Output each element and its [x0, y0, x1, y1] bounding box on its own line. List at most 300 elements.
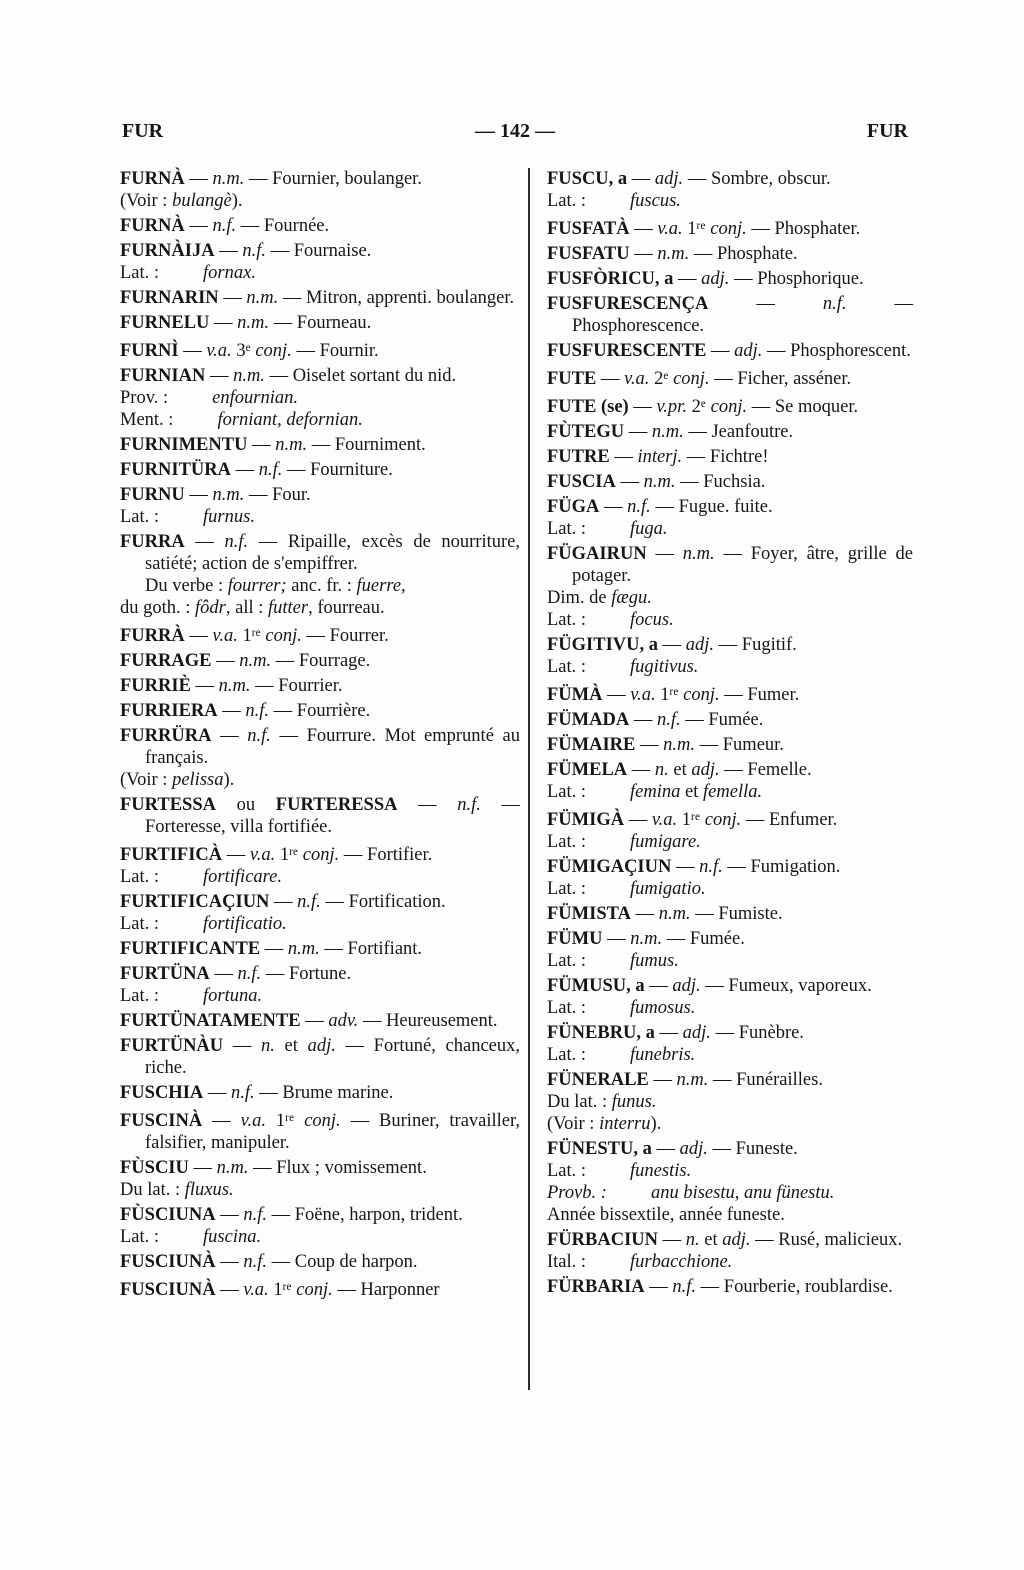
plain-text: et — [699, 1229, 723, 1250]
entry-note — [547, 1044, 913, 1066]
plain-text: — Sombre, obscur. — [683, 169, 831, 189]
italic-text: v.pr. — [656, 396, 687, 417]
plain-text: — — [184, 216, 213, 236]
plain-text: Lat. : — [120, 913, 160, 934]
italic-text: v.a. — [657, 218, 683, 239]
entry-headline — [120, 794, 520, 838]
headword: FURNITÜRA — [120, 459, 231, 480]
plain-text: — Funeste. — [707, 1138, 798, 1159]
dictionary-entry — [547, 1276, 913, 1298]
dictionary-entry — [547, 543, 913, 631]
plain-text: — — [205, 365, 234, 386]
dictionary-entry — [120, 312, 520, 334]
dictionary-entry — [547, 471, 913, 493]
italic-text: n.f. — [457, 794, 481, 815]
italic-text: n.m. — [676, 1069, 709, 1090]
entry-note — [120, 190, 520, 212]
plain-text: — — [615, 471, 644, 492]
plain-text: — — [215, 1279, 244, 1300]
italic-text: adj. — [734, 340, 763, 361]
entry-headline — [547, 471, 913, 493]
entry-headline — [547, 1022, 913, 1044]
entry-headline — [120, 675, 520, 697]
page-number: — 142 — — [475, 120, 555, 142]
italic-text: v.a. — [212, 625, 238, 646]
dictionary-entry — [547, 903, 913, 925]
plain-text: — Phosphorescence. — [572, 293, 914, 336]
italic-text: fuga. — [630, 518, 668, 539]
italic-text: n.m. — [218, 675, 251, 696]
entry-headline — [120, 1035, 520, 1079]
entry-note — [547, 587, 913, 609]
headword: FURRÀ — [120, 625, 185, 646]
italic-text: interru — [599, 1113, 651, 1134]
plain-text — [294, 1111, 304, 1131]
plain-text: (Voir : — [120, 191, 173, 211]
header-keyword-right: FUR — [866, 120, 908, 142]
dictionary-entry — [547, 1138, 913, 1226]
plain-text: Du verbe : — [145, 575, 228, 596]
plain-text: — — [209, 963, 238, 984]
entry-note — [547, 1091, 913, 1113]
plain-text: — Flux ; vomissement. — [248, 1157, 427, 1178]
italic-text: funestis. — [630, 1160, 692, 1181]
italic-text: conj. — [296, 1279, 333, 1300]
plain-text: — — [658, 634, 686, 655]
entry-headline — [547, 634, 913, 656]
dictionary-entry — [120, 1107, 520, 1154]
italic-text: n.m. — [651, 421, 684, 442]
dictionary-entry — [120, 1204, 520, 1248]
italic-text: anu bisestu, anu fünestu. — [650, 1182, 835, 1203]
plain-text: — Se moquer. — [747, 396, 859, 417]
italic-text: fuscus. — [630, 191, 681, 211]
headword: FÜMADA — [547, 709, 630, 730]
entry-headline — [547, 1138, 913, 1160]
italic-text: fumigare. — [630, 831, 701, 852]
entry-headline — [547, 243, 913, 265]
plain-text: — — [627, 169, 655, 189]
plain-text: ). — [231, 191, 243, 211]
dictionary-entry — [547, 446, 913, 468]
entry-headline — [547, 1276, 913, 1298]
plain-text: Lat. : — [547, 609, 587, 630]
headword: FÜMELA — [547, 759, 628, 780]
italic-text: v.a. — [240, 1110, 266, 1131]
superscript: re — [251, 626, 261, 639]
plain-text: — — [602, 928, 631, 949]
headword: FÙTEGU — [547, 421, 625, 442]
plain-text: — Foyer, âtre, grille de potager. — [572, 543, 913, 586]
italic-text: femina — [630, 781, 681, 802]
headword: FUSCINÀ — [120, 1110, 203, 1131]
plain-text: — Fumigation. — [722, 856, 841, 877]
dictionary-entry — [120, 531, 520, 619]
column-left — [120, 168, 520, 1390]
dictionary-entry — [120, 650, 520, 672]
plain-text: — Phosphorescent. — [762, 340, 911, 361]
plain-text: — — [178, 340, 207, 361]
plain-text: — — [184, 625, 213, 646]
superscript: re — [669, 685, 679, 698]
italic-text: n.m. — [233, 365, 265, 386]
entry-headline — [547, 340, 913, 362]
plain-text: — Fortuné, chanceux, riche. — [145, 1035, 520, 1078]
entry-headline — [547, 446, 913, 468]
plain-text: — — [260, 938, 288, 959]
italic-text: adj. — [307, 1035, 336, 1056]
italic-text: n.m. — [658, 903, 691, 924]
dictionary-entry — [120, 675, 520, 697]
dictionary-entry — [547, 856, 913, 900]
plain-text: — Phosphater. — [746, 218, 861, 239]
page-header — [122, 120, 908, 143]
entry-note — [120, 409, 520, 431]
italic-text: fumosus. — [630, 997, 696, 1018]
headword: FUTE (se) — [547, 396, 629, 417]
plain-text: 2 — [649, 368, 664, 389]
plain-text: — — [644, 975, 673, 996]
italic-text: conj. — [302, 844, 340, 865]
italic-text: n.f. — [699, 856, 723, 877]
italic-text: v.a. — [206, 340, 232, 361]
superscript: e — [245, 342, 251, 354]
superscript: re — [696, 220, 706, 232]
plain-text: ou — [216, 794, 276, 815]
dictionary-entry — [120, 1035, 520, 1079]
plain-text: — — [624, 421, 652, 442]
dictionary-entry — [547, 709, 913, 731]
dictionary-entry — [547, 1229, 913, 1273]
headword: FÜMÀ — [547, 684, 603, 705]
headword: FURTIFICAÇIUN — [120, 891, 270, 912]
italic-text: adj. — [672, 975, 701, 996]
plain-text: Lat. : — [547, 518, 587, 539]
plain-text: du goth. : — [120, 597, 196, 618]
italic-text: conj. — [704, 809, 742, 830]
italic-text: fuerre, — [356, 575, 406, 596]
headword: FURRA — [120, 531, 185, 552]
italic-text: n.f. — [297, 891, 321, 912]
italic-text: n.f. — [822, 293, 847, 314]
italic-text: n.f. — [245, 700, 270, 721]
plain-text: — Fourrer. — [301, 625, 389, 646]
plain-text: — Oiselet sortant du nid. — [264, 365, 457, 386]
headword: FÜRBARIA — [547, 1276, 645, 1297]
entry-note — [547, 1160, 913, 1182]
superscript: re — [289, 845, 299, 858]
plain-text: — — [629, 243, 658, 264]
plain-text: — Fumée. — [680, 709, 764, 730]
plain-text: — Phosphate. — [689, 243, 798, 264]
plain-text: — Fichtre! — [682, 446, 769, 467]
italic-text: n.f. — [237, 963, 262, 984]
dictionary-entry — [547, 975, 913, 1019]
entry-headline — [547, 543, 913, 587]
dictionary-entry — [547, 734, 913, 756]
header-keyword-left: FUR — [122, 120, 164, 142]
entry-note — [547, 878, 913, 900]
italic-text: n. — [261, 1035, 275, 1056]
plain-text: , fourreau. — [308, 597, 385, 618]
headword: FÜNERALE — [547, 1069, 649, 1090]
entry-headline — [120, 459, 520, 481]
entry-headline — [120, 215, 520, 237]
plain-text: 1 — [682, 218, 697, 239]
entry-headline — [120, 1010, 520, 1032]
plain-text: Dim. de — [547, 587, 612, 608]
headword: FÜGITIVU, a — [547, 634, 659, 655]
headword: FUSFÒRICU, a — [547, 268, 674, 289]
entry-note — [547, 950, 913, 972]
headword: FÜRBACIUN — [547, 1229, 658, 1250]
headword: FURTÜNA — [120, 963, 210, 984]
dictionary-entry — [120, 240, 520, 284]
plain-text: Du lat. : — [547, 1091, 612, 1112]
entry-headline — [547, 903, 913, 925]
plain-text: — Enfumer. — [741, 809, 838, 830]
entry-note — [120, 866, 520, 888]
entry-note — [547, 1251, 913, 1273]
dictionary-entry — [547, 243, 913, 265]
entry-headline — [120, 531, 520, 575]
dictionary-entry — [547, 681, 913, 706]
headword: FÜNESTU, a — [547, 1138, 652, 1159]
headword: FÜGA — [547, 496, 600, 517]
plain-text: — Buriner, travailler, falsifier, manipuler. — [145, 1110, 521, 1153]
plain-text: Lat. : — [547, 781, 587, 802]
italic-text: conj. — [683, 684, 720, 705]
dictionary-entry — [547, 634, 913, 678]
plain-text: 2 — [686, 396, 701, 417]
plain-text: , all : — [225, 597, 269, 618]
plain-text: 1 — [237, 625, 252, 646]
entry-note — [547, 656, 913, 678]
plain-text: Lat. : — [547, 997, 587, 1018]
entry-headline — [547, 734, 913, 756]
plain-text: — — [706, 340, 735, 361]
italic-text: n.m. — [657, 243, 690, 264]
italic-text: n.f. — [672, 1276, 697, 1297]
entry-headline — [120, 337, 520, 362]
italic-text: conj. — [304, 1110, 341, 1131]
plain-text: — Femelle. — [719, 759, 812, 780]
plain-text: et — [274, 1035, 308, 1056]
plain-text: — — [609, 446, 638, 467]
plain-text: — Jeanfoutre. — [683, 421, 794, 442]
plain-text: anc. fr. : — [286, 575, 357, 596]
entry-note — [120, 985, 520, 1007]
plain-text: — Fumer. — [719, 684, 800, 705]
headword: FUSFATU — [547, 243, 630, 264]
dictionary-entry — [547, 806, 913, 853]
entry-note — [120, 1226, 520, 1248]
plain-text: — Four. — [244, 484, 311, 505]
italic-text: n.f. — [212, 216, 237, 236]
headword: FÙSCIU — [120, 1157, 189, 1178]
plain-text: — Fortifier. — [339, 844, 433, 865]
plain-text: — — [635, 734, 664, 755]
entry-headline — [547, 806, 913, 831]
italic-text: n.f. — [258, 459, 283, 480]
entry-headline — [120, 963, 520, 985]
plain-text: Lat. : — [120, 263, 160, 283]
plain-text: — — [648, 1069, 677, 1090]
italic-text: v.a. — [624, 368, 650, 389]
plain-text: — Mitron, apprenti. boulanger. — [278, 288, 515, 308]
plain-text: Année bissextile, année funeste. — [547, 1204, 785, 1225]
plain-text: — Heureusement. — [358, 1010, 498, 1031]
plain-text: Lat. : — [547, 878, 587, 899]
plain-text: — — [215, 1204, 244, 1225]
plain-text: Lat. : — [120, 866, 160, 887]
dictionary-entry — [547, 168, 913, 212]
headword: FURNÀ — [120, 169, 185, 189]
italic-text: forniant, defornian. — [217, 409, 363, 430]
plain-text: — Rusé, malicieux. — [750, 1229, 903, 1250]
headword: FUSFATÀ — [547, 218, 630, 239]
entry-headline — [120, 891, 520, 913]
dictionary-entry — [547, 759, 913, 803]
italic-text: fortificare. — [203, 866, 283, 887]
plain-text: — — [624, 809, 652, 830]
plain-text: — — [218, 288, 247, 308]
italic-text: n.m. — [216, 1157, 249, 1178]
dictionary-entry — [120, 168, 520, 212]
plain-text: — Funérailles. — [708, 1069, 823, 1090]
plain-text: — — [629, 709, 657, 730]
plain-text: — — [708, 293, 823, 314]
italic-text: n.f. — [242, 241, 266, 261]
headword: FUSFURESCENÇA — [547, 293, 709, 314]
italic-text: n.m. — [643, 471, 676, 492]
entry-headline — [120, 365, 520, 387]
column-divider — [528, 168, 530, 1390]
italic-text: n.m. — [663, 734, 696, 755]
italic-text: fægu. — [611, 587, 652, 608]
plain-text: — — [397, 794, 458, 815]
plain-text: — — [211, 725, 248, 746]
italic-text: interj. — [637, 446, 683, 467]
plain-text: — Foëne, harpon, trident. — [266, 1204, 463, 1225]
italic-text: n.f. — [247, 725, 271, 746]
plain-text: — — [247, 434, 276, 455]
plain-text: — — [214, 241, 243, 261]
dictionary-entry — [547, 496, 913, 540]
plain-text: ). — [223, 769, 235, 790]
italic-text: conj. — [255, 340, 292, 361]
italic-text: n. — [685, 1229, 700, 1250]
headword: FÙSCIUNA — [120, 1204, 216, 1225]
entry-note — [120, 769, 520, 791]
plain-text: — — [629, 218, 658, 239]
plain-text: — — [627, 759, 655, 780]
italic-text: n.m. — [212, 484, 245, 505]
headword: FURRAGE — [120, 650, 212, 671]
italic-text: fortuna. — [203, 985, 263, 1006]
entry-note — [120, 1179, 520, 1201]
entry-note — [120, 597, 520, 619]
entry-headline — [120, 725, 520, 769]
dictionary-entry — [547, 268, 913, 290]
italic-text: n. — [654, 759, 669, 780]
headword: FURTÜNATAMENTE — [120, 1010, 301, 1031]
plain-text: — — [596, 368, 625, 389]
plain-text: — — [646, 543, 683, 564]
dictionary-entry — [120, 622, 520, 647]
italic-text: n.m. — [239, 650, 272, 671]
dictionary-entry — [120, 365, 520, 431]
headword: FURNARIN — [120, 288, 219, 308]
headword: FÜNEBRU, a — [547, 1022, 655, 1043]
italic-text: adj. — [654, 169, 684, 189]
headword: FURNELU — [120, 313, 210, 333]
plain-text: — Fournir. — [291, 340, 379, 361]
italic-text: n.f. — [627, 496, 651, 517]
dictionary-entry — [120, 484, 520, 528]
headword: FÜMISTA — [547, 903, 631, 924]
plain-text: — — [673, 268, 702, 289]
dictionary-entry — [547, 365, 913, 390]
plain-text: — — [300, 1010, 329, 1031]
plain-text: — Ripaille, excès de nourriture, satiété; action de s'empiffrer. — [145, 531, 520, 574]
italic-text: fugitivus. — [630, 656, 699, 677]
dictionary-entry — [120, 963, 520, 1007]
italic-text: n.f. — [656, 709, 681, 730]
plain-text: et — [680, 781, 704, 802]
dictionary-entry — [547, 928, 913, 972]
entry-note — [547, 1113, 913, 1135]
entry-headline — [120, 240, 520, 262]
dictionary-entry — [120, 459, 520, 481]
headword: FURNIAN — [120, 365, 206, 386]
plain-text: — Fumée. — [662, 928, 745, 949]
plain-text: — Ficher, asséner. — [709, 368, 852, 389]
headword: FÜMIGÀ — [547, 809, 625, 830]
plain-text: — — [215, 1251, 244, 1272]
plain-text: et — [668, 759, 692, 780]
headword: FUTRE — [547, 446, 610, 467]
entry-note — [120, 262, 520, 284]
italic-text: femella. — [703, 781, 763, 802]
entry-headline — [120, 1204, 520, 1226]
headword: FUSFURESCENTE — [547, 340, 707, 361]
plain-text: — Fortification. — [320, 891, 446, 912]
headword: FURRÜRA — [120, 725, 212, 746]
entry-headline — [547, 759, 913, 781]
italic-text: v.a. — [249, 844, 276, 865]
plain-text: — Fourneau. — [269, 313, 372, 333]
entry-headline — [120, 1082, 520, 1104]
entry-headline — [120, 622, 520, 647]
plain-text: — Fournaise. — [265, 241, 372, 261]
headword: FÜMIGAÇIUN — [547, 856, 672, 877]
plain-text: — — [184, 484, 213, 505]
italic-text: v.a. — [243, 1279, 269, 1300]
entry-headline — [547, 365, 913, 390]
entry-note — [120, 913, 520, 935]
plain-text: — Fumiste. — [690, 903, 783, 924]
entry-headline — [547, 268, 913, 290]
plain-text: Prov. : — [120, 387, 169, 408]
entry-headline — [120, 1276, 520, 1301]
entry-headline — [547, 975, 913, 997]
plain-text: — — [651, 1138, 680, 1159]
entry-headline — [120, 841, 520, 866]
plain-text: — — [184, 169, 213, 189]
italic-text: adj. — [682, 1022, 711, 1043]
entry-headline — [547, 496, 913, 518]
